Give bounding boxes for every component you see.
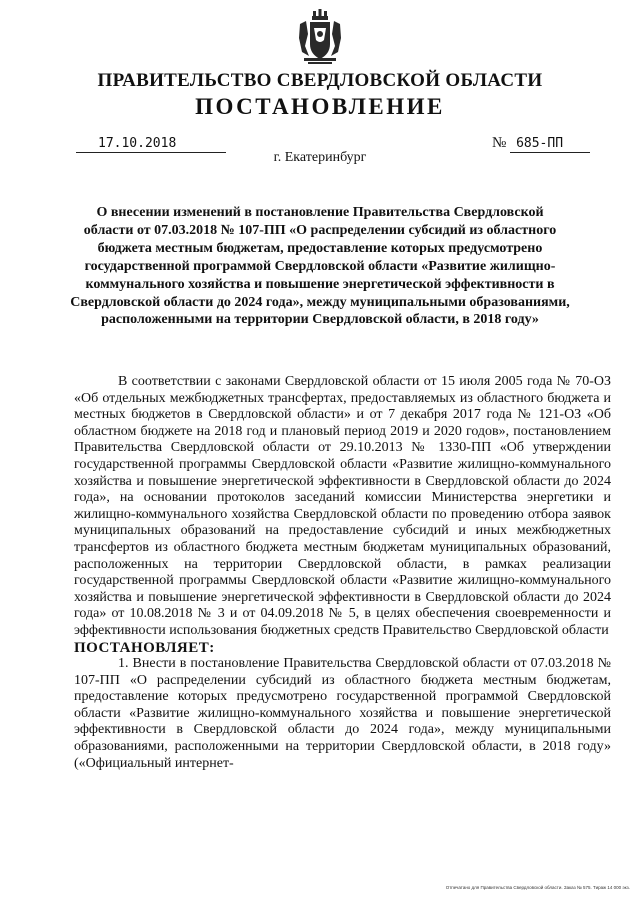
preamble-paragraph: В соответствии с законами Свердловской области от 15 июля 2005 года № 70-ОЗ «Об отдельных межбюджетных трансфертах, предоставляемых из областного бюджета и местных бюджетов в Свердловской области» и от 7 декабря 2017 года № 121-ОЗ «Об областном бюджете на 2018 год и плановый период 2019 и 2020 годов», постановлением Правительства Свердловской области от 29.10.2013 № 1330-ПП «Об утверждении государственной программы Свердловской области «Развитие жилищно-коммунального хозяйства и повышение энергетической эффективности в Свердловской области до 2024 года», на основании протоколов заседаний комиссии Министерства энергетики и жилищно-коммунального хозяйства Свердловской области по проведению отбора заявок муниципальных образований на предоставление субсидий и иных межбюджетных трансфертов из областного бюджета местным бюджетам муниципальных образований, расположенных на территории Свердловской области, в рамках реализации государственной программы Свердловской области «Развитие жилищно-коммунального хозяйства и повышение энергетической эффективности в Свердловской области до 2024 года» от 10.08.2018 № 3 и от 04.09.2018 № 5, в целях обеспечения своевременности и эффективности использования бюджетных средств Правительство Свердловской области [74,374,611,638]
document-date: 17.10.2018 [76,135,226,153]
coat-of-arms-icon [296,8,344,66]
document-type: ПОСТАНОВЛЕНИЕ [195,94,445,119]
print-note: Отпечатано для Правительства Свердловской области. Заказ № 575. Тираж 14 000 экз. [445,885,630,890]
document-number: 685-ПП [510,135,590,153]
document-body [74,374,611,772]
number-label: № [492,135,507,151]
organization-name: ПРАВИТЕЛЬСТВО СВЕРДЛОВСКОЙ ОБЛАСТИ [97,70,543,91]
document-title: О внесении изменений в постановление Правительства Свердловской области от 07.03.2018 № 107-ПП «О распределении субсидий из областного бюджета местным бюджетам, предоставление которых предусмотрено государственной программой Свердловской области «Развитие жилищно-коммунального хозяйства и повышение энергетической эффективности в Свердловской области до 2024 года», между муниципальными образованиями, расположенными на территории Свердловской области, в 2018 году» [70,205,570,328]
resolves-heading: ПОСТАНОВЛЯЕТ: [74,639,215,656]
city: г. Екатеринбург [273,150,367,165]
item-1-paragraph: 1. Внести в постановление Правительства Свердловской области от 07.03.2018 № 107-ПП «О распределении субсидий из областного бюджета местным бюджетам, предоставление которых предусмотрено государственной программой Свердловской области «Развитие жилищно-коммунального хозяйства и повышение энергетической эффективности в Свердловской области до 2024 года», между муниципальными образованиями, расположенными на территории Свердловской области, в 2018 году» («Официальный интернет- [74,656,611,771]
